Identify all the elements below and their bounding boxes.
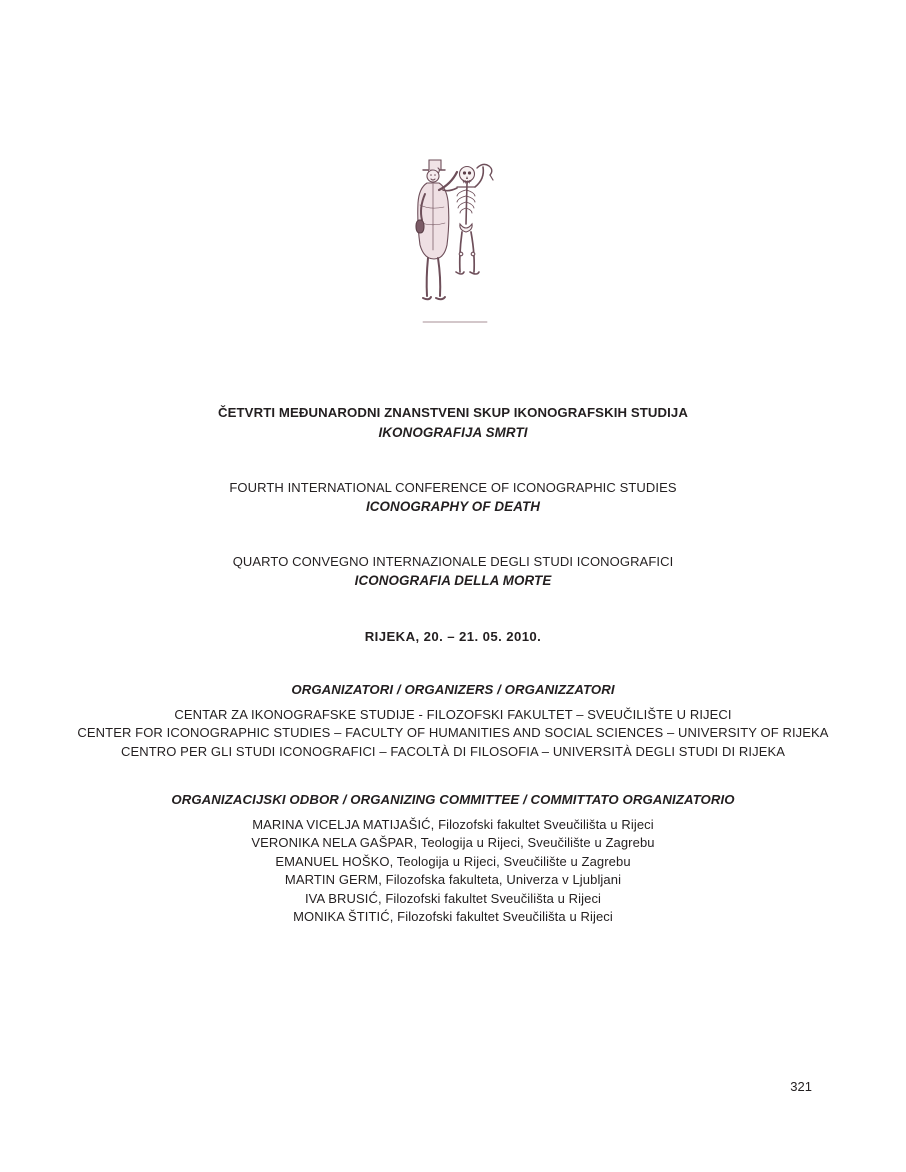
conference-date [0,628,906,647]
organizer-line: CENTER FOR ICONOGRAPHIC STUDIES – FACULTY OF HUMANITIES AND SOCIAL SCIENCES – UNIVERSITY OF RIJEKA [77,725,829,741]
conference-title-italian [0,553,906,590]
organizer-line: CENTAR ZA IKONOGRAFSKE STUDIJE - FILOZOFSKI FAKULTET – SVEUČILIŠTE U RIJECI [174,706,732,722]
committee-section [0,791,906,926]
conference-title-croatian-line1: ČETVRTI MEĐUNARODNI ZNANSTVENI SKUP IKONOGRAFSKIH STUDIJA [218,405,688,420]
conference-title-croatian [0,404,906,442]
committee-member: IVA BRUSIĆ, Filozofski fakultet Sveučilišta u Rijeci [304,890,602,906]
conference-subtitle-english: ICONOGRAPHY OF DEATH [365,499,541,515]
death-and-man-woodcut [405,150,501,330]
conference-title-english [0,479,906,516]
committee-member: MARINA VICELJA MATIJAŠIĆ, Filozofski fakultet Sveučilišta u Rijeci [252,816,654,832]
committee-heading: ORGANIZACIJSKI ODBOR / ORGANIZING COMMITTEE / COMMITTATO ORGANIZATORIO [171,792,735,807]
organizer-line: CENTRO PER GLI STUDI ICONOGRAFICI – FACOLTÀ DI FILOSOFIA – UNIVERSITÀ DEGLI STUDI DI RIJEKA [120,743,786,759]
committee-member: MARTIN GERM, Filozofska fakulteta, Univerza v Ljubljani [284,872,622,888]
illustration-container [0,150,906,335]
conference-subtitle-italian: ICONOGRAFIA DELLA MORTE [354,573,552,589]
conference-title-italian-line1: QUARTO CONVEGNO INTERNAZIONALE DEGLI STUDI ICONOGRAFICI [232,554,674,569]
committee-member: MONIKA ŠTITIĆ, Filozofski fakultet Sveučilišta u Rijeci [293,909,613,924]
page-number: 321 [790,1079,812,1094]
organizers-section [0,681,906,761]
conference-subtitle-croatian: IKONOGRAFIJA SMRTI [378,424,528,440]
committee-member: VERONIKA NELA GAŠPAR, Teologija u Rijeci, Sveučilište u Zagrebu [251,835,655,851]
conference-title-english-line1: FOURTH INTERNATIONAL CONFERENCE OF ICONOGRAPHIC STUDIES [229,480,677,495]
committee-member: EMANUEL HOŠKO, Teologija u Rijeci, Sveučilište u Zagrebu [275,853,631,869]
organizers-heading: ORGANIZATORI / ORGANIZERS / ORGANIZZATORI [291,682,615,697]
conference-date-text: RIJEKA, 20. – 21. 05. 2010. [364,629,542,644]
